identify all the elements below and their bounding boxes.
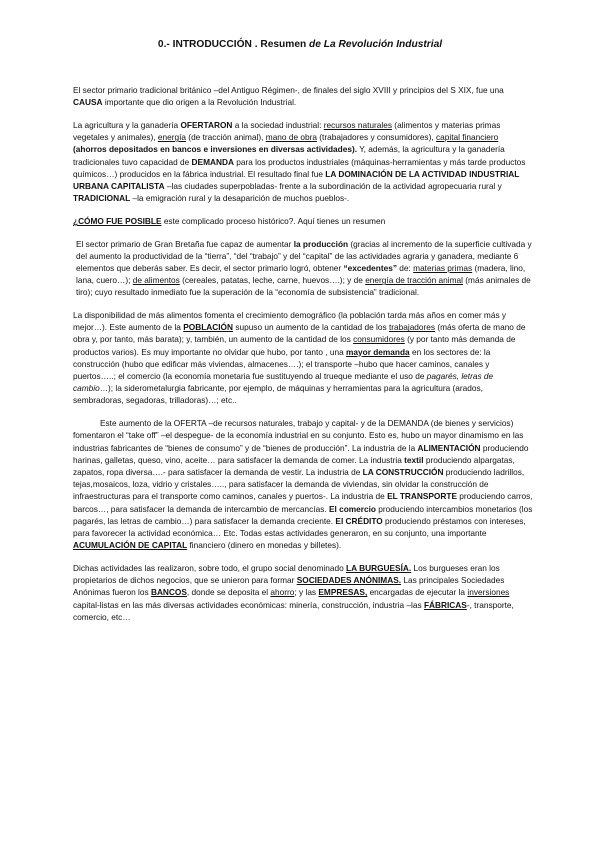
text: produciendo carros, barcos…, para satisfacer la demanda de intercambio de mercancías. — [73, 491, 533, 514]
term-produccion: la producción — [293, 238, 349, 249]
text: produciendo préstamos con intereses, para favorecer la actividad económica… Etc. Todas estas actividades generaron, en su conjunto, una importante — [73, 515, 526, 538]
text: de: — [397, 262, 414, 273]
text: La agricultura y la ganadería — [73, 119, 181, 130]
term-inversiones: inversiones — [467, 587, 510, 598]
text: , donde se deposita el — [186, 587, 271, 598]
document-body — [73, 84, 533, 633]
text: ; y las — [294, 587, 319, 598]
term-sociedades: SOCIEDADES ANÓNIMAS. — [296, 575, 402, 586]
text: Este aumento de la OFERTA –de recursos naturales, trabajo y capital- y de la DEMANDA (de bienes y servicios) fomentaron el “take off” –el despegue- de la economía industrial en su conjunto. Esto es, hubo un mayor dinamismo en las industrias fabricantes de “bienes de consumo” y de “bienes de producción”. La industria de la — [73, 418, 524, 453]
text: financiero (dinero en monedas y billetes). — [187, 540, 342, 551]
term-recursos: recursos naturales — [323, 119, 392, 130]
term-mano-obra: mano de obra — [265, 132, 317, 143]
text: (más animales de tiro); cuyo resultado inmediato fue la superación de la “economía de subsistencia” tradicional. — [76, 275, 531, 298]
text: importante que dio origen a la Revolución Industrial. — [102, 97, 297, 108]
paragraph-poblacion — [73, 309, 533, 407]
text: (alimentos y materias primas vegetales y animales), — [73, 119, 501, 143]
term-consumidores: consumidores — [353, 334, 405, 345]
term-transporte: EL TRANSPORTE — [387, 491, 457, 502]
text: (más oferta de mano de obra y, por tanto, más barata); y, también, un aumento de la cantidad de los — [73, 322, 526, 345]
question-heading: ¿CÓMO FUE POSIBLE — [73, 215, 162, 226]
text: encargadas de ejecutar la — [367, 587, 468, 598]
term-poblacion: POBLACIÓN — [183, 322, 234, 333]
term-energia: energía — [157, 132, 186, 143]
term-ahorros: (ahorros depositados en bancos e inversiones en diversas actividades). — [73, 144, 358, 155]
text: –la emigración rural y la desaparición de muchos pueblos-. — [130, 193, 350, 204]
term-textil: textil — [404, 454, 424, 465]
text: (madera, lino, lana, cuero…); — [76, 262, 526, 286]
text: La disponibilidad de más alimentos fomenta el crecimiento demográfico (la población tarda más años en comer más y mejor…). Este aumento de la — [73, 310, 507, 333]
term-construccion: LA CONSTRUCCIÓN — [362, 466, 444, 477]
text: Las principales Sociedades Anónimas fueron los — [73, 575, 505, 598]
paragraph-produccion — [73, 238, 533, 299]
text: El sector primario tradicional británico –del Antiguo Régimen-, de finales del siglo XVIII y principios del S XIX, fue una — [73, 85, 504, 95]
text: -, transporte, comercio, etc… — [73, 599, 514, 622]
term-demanda: DEMANDA — [191, 156, 234, 167]
title-prefix: 0.- INTRODUCCIÓN . Resumen — [157, 39, 310, 50]
term-ofertaron: OFERTARON — [180, 119, 233, 130]
term-capital: capital financiero — [435, 132, 499, 143]
term-credito: El CRÉDITO — [335, 515, 383, 526]
term-energia-traccion: energía de tracción animal — [365, 275, 463, 286]
term-burguesia: LA BURGUESÍA. — [346, 562, 412, 573]
text: Dichas actividades las realizaron, sobre todo, el grupo social denominado — [73, 562, 347, 573]
paragraph-oferta — [73, 119, 533, 204]
text: El sector primario de Gran Bretaña fue capaz de aumentar — [76, 238, 294, 249]
text: –las ciudades superpobladas- frente a la subordinación de la actividad agropecuaria rural y — [164, 180, 502, 191]
text: (de tracción animal), — [186, 132, 266, 143]
term-trabajadores: trabajadores — [388, 322, 436, 333]
page-title — [0, 39, 600, 50]
text: (y por tanto más demanda de productos varios). Es muy importante no olvidar que hubo, por tanto , una — [73, 334, 516, 357]
text: supuso un aumento de la cantidad de los — [233, 322, 389, 333]
term-acumulacion: ACUMULACIÓN DE CAPITAL — [73, 540, 188, 551]
term-ahorro: ahorro — [270, 587, 295, 598]
term-pagares: pagarés, letras de cambio — [73, 371, 494, 394]
text: este complicado proceso histórico?. Aquí tienes un resumen — [161, 215, 386, 226]
text: produciendo intercambios monetarios (los pagarés, las letras de cambio…) para satisfacer la demanda creciente. — [73, 503, 533, 526]
text: (gracias al incremento de la superficie cultivada y del aumento la productividad de la “tierra”, “del “trabajo” y del “capital” de las actividades agraria y ganadera, mediante 6 elementos que deberás saber. Es decir, el sector primario logró, obtener — [76, 238, 532, 273]
text: (trabajadores y consumidores), — [316, 132, 436, 143]
term-mayor-demanda: mayor demanda — [346, 346, 410, 357]
title-italic: de La Revolución Industrial — [309, 39, 443, 50]
term-bancos: BANCOS — [150, 587, 187, 598]
text: produciendo alpargatas, zapatos, ropa diversa….- para satisfacer la demanda de vestir. La industria de — [73, 454, 515, 477]
text: Y, además, la agricultura y la ganadería tradicionales tuvo capacidad de — [73, 144, 505, 167]
term-materias: materias primas — [413, 262, 473, 273]
paragraph-question — [73, 215, 533, 227]
term-alimentacion: ALIMENTACIÓN — [417, 442, 481, 453]
term-dominacion: LA DOMINACIÓN DE LA ACTIVIDAD INDUSTRIAL URBANA CAPITALISTA — [73, 168, 520, 191]
text: produciendo harinas, galletas, queso, vino, aceite… para satisfacer la demanda de comer. La industria — [73, 442, 529, 465]
text: capital-listas en las más diversas actividades económicas: minería, construcción, industria –las — [73, 599, 424, 610]
term-alimentos: de alimentos — [132, 275, 180, 286]
term-excedentes: “excedentes” — [343, 262, 397, 273]
paragraph-burguesia — [73, 562, 533, 623]
text: produciendo ladrillos, tejas,mosaicos, loza, vidrio y cristales….., para satisfacer la demanda de viviendas, sin olvidar la construcción de infraestructuras para el transporte como caminos, canales y puertos-. La industria de — [73, 466, 525, 502]
term-empresas: EMPRESAS, — [318, 587, 368, 598]
term-causa: CAUSA — [73, 97, 103, 108]
term-comercio: El comercio — [328, 503, 376, 514]
text: (cereales, patatas, leche, carne, huevos….); y de — [179, 275, 366, 286]
text: en los sectores de: la construcción (hubo que edificar más viviendas, almacenes….); el transporte –hubo que hacer caminos, canales y puertos…..; el comercio (la economía monetaria fue sustituyendo al trueque mediante el uso de — [73, 346, 491, 382]
paragraph-take-off — [73, 417, 533, 551]
term-fabricas: FÁBRICAS — [423, 599, 467, 610]
term-tradicional: TRADICIONAL — [73, 193, 131, 204]
text: …); la siderometalurgia fabricante, por ejemplo, de máquinas y herramientas para la agricultura (arados, sembradoras, segadoras, trilladoras)…; etc.. — [73, 383, 483, 406]
text: a la sociedad industrial: — [232, 119, 324, 130]
paragraph-causa — [73, 84, 533, 108]
text: Los burgueses eran los propietarios de dichos negocios, que se unieron para formar — [73, 562, 500, 586]
text: para los productos industriales (máquinas-herramientas y más tarde productos químicos…) producidos en la fábrica industrial. El resultado final fue — [73, 156, 526, 179]
